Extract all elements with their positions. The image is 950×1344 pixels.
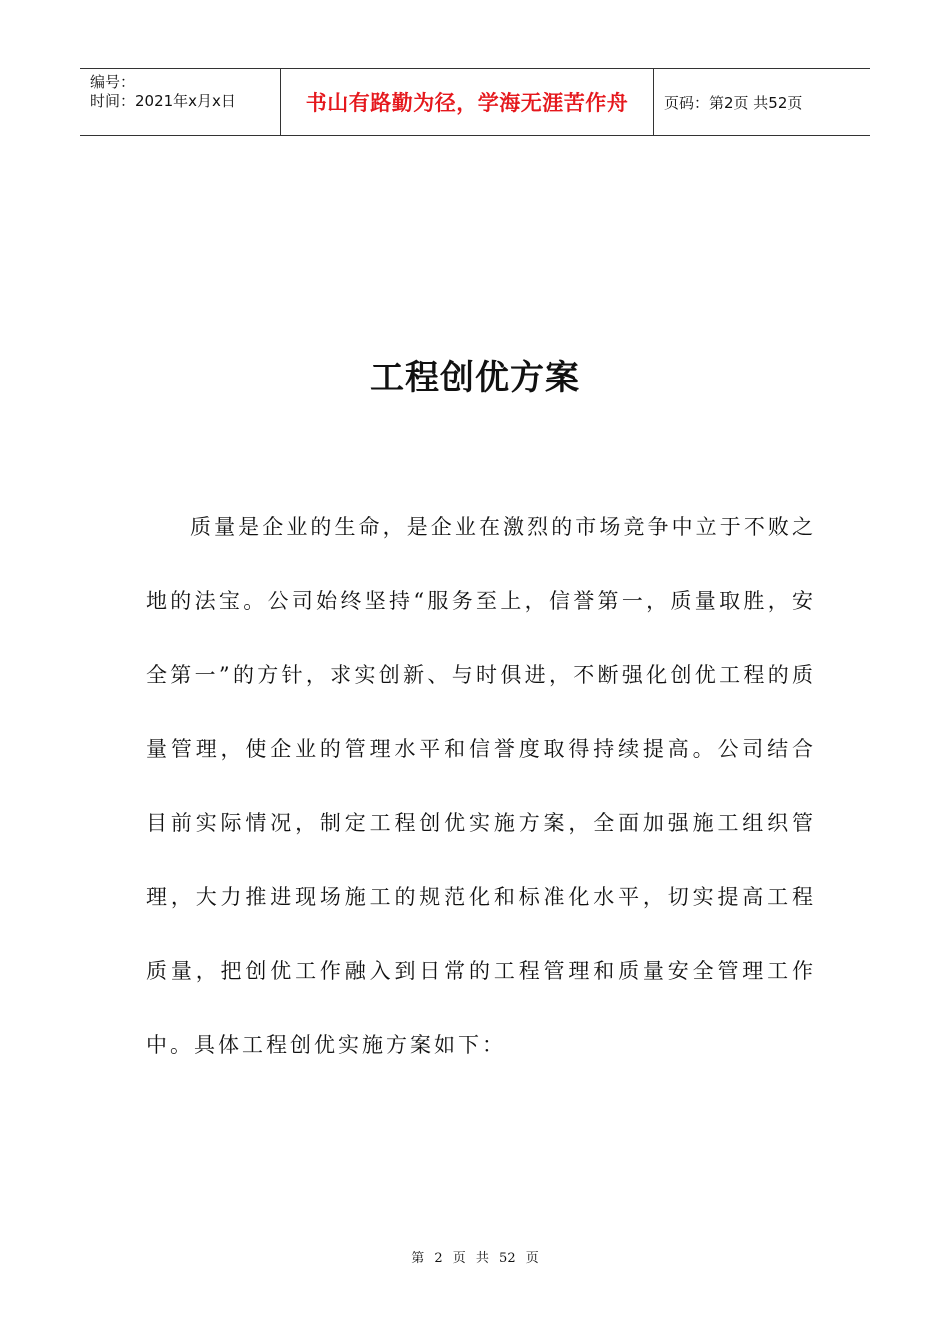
- header-page-info: 页码：第2页 共52页: [664, 93, 803, 112]
- document-time-label: 时间：2021年x月x日: [90, 92, 236, 110]
- header-meta-cell: [80, 69, 281, 135]
- document-number-label: 编号：: [90, 73, 136, 91]
- page-footer-number: 第 2 页 共 52 页: [411, 1251, 539, 1266]
- document-header: [80, 68, 870, 136]
- header-motto: 书山有路勤为径，学海无涯苦作舟: [305, 91, 629, 115]
- header-page-cell: [654, 69, 870, 135]
- header-motto-cell: [281, 69, 654, 135]
- body-paragraph: 质量是企业的生命，是企业在激烈的市场竞争中立于不败之地的法宝。公司始终坚持“服务至上，信誉第一，质量取胜，安全第一”的方针，求实创新、与时俱进，不断强化创优工程的质量管理，使企业的管理水平和信誉度取得持续提高。公司结合目前实际情况，制定工程创优实施方案，全面加强施工组织管理，大力推进现场施工的规范化和标准化水平，切实提高工程质量，把创优工作融入到日常的工程管理和质量安全管理工作中。具体工程创优实施方案如下：: [146, 515, 816, 1057]
- document-title: 工程创优方案: [370, 358, 580, 398]
